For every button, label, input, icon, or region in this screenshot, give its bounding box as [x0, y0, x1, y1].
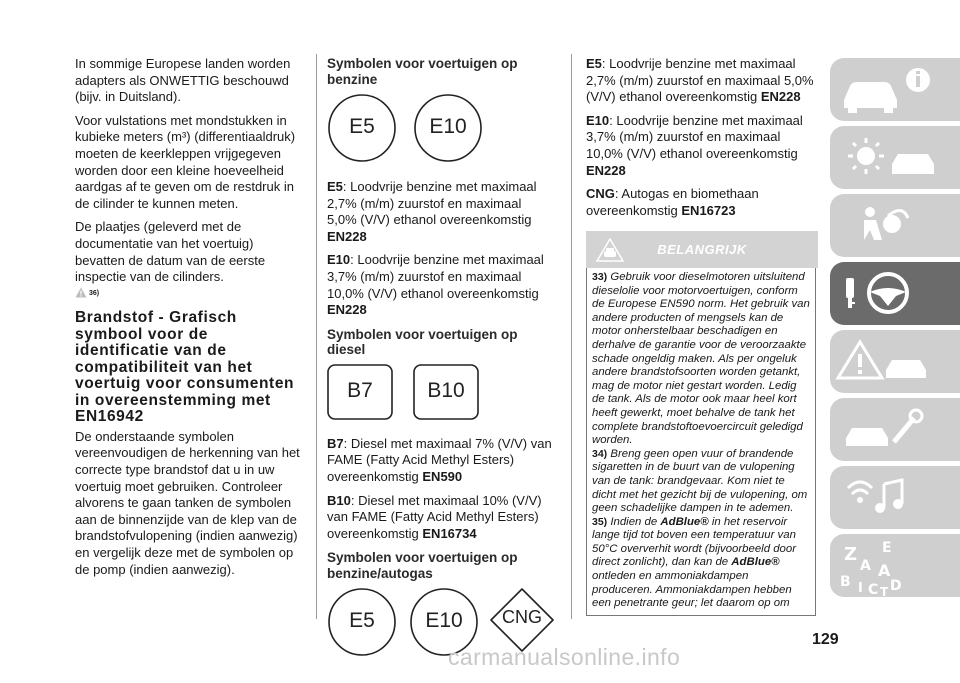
- heading-diesel-symbols: Symbolen voor voertuigen op diesel: [327, 326, 518, 358]
- column-3: [586, 56, 818, 226]
- e5-circle-symbol-autogas: E5: [327, 587, 397, 657]
- tab-car-info[interactable]: [830, 58, 960, 121]
- paragraph-vulstations: Voor vulstations met mondstukken in kubieke meters (m³) (differentiaaldruk) moeten de keerkleppen vrijgegeven worden door een kleine hoeveelheid aardgas af te geven om de restdruk in de cilinder te kunnen meten.: [75, 112, 296, 211]
- lights-icon: [830, 126, 960, 189]
- tab-airbag[interactable]: [830, 194, 960, 257]
- warning-note-35: 35) Indien de AdBlue® in het reservoir lange tijd tot boven een temperatuur van 50°C oververhit wordt (bijvoorbeeld door direct zonlicht), dan kan de AdBlue® ontleden en ammoniakdampen produceren. Ammoniakdampen hebben een penetrante geur; let daarom op om: [592, 515, 796, 610]
- svg-text:T: T: [880, 585, 889, 597]
- diesel-symbol-row: [327, 364, 553, 428]
- definition-e5: E5: Loodvrije benzine met maximaal 2,7% (m/m) zuurstof en maximaal 5,0% (V/V) ethanol overeenkomstig EN228: [327, 179, 537, 244]
- benzine-symbol-row: [327, 93, 553, 171]
- e10-circle-symbol-autogas: E10: [409, 587, 479, 657]
- e5-circle-symbol: E5: [327, 93, 397, 163]
- tab-wrench[interactable]: [830, 398, 960, 461]
- svg-text:A: A: [860, 558, 871, 574]
- definition-e10: E10: Loodvrije benzine met maximaal 3,7% (m/m) zuurstof en maximaal 10,0% (V/V) ethanol overeenkomstig EN228: [327, 252, 544, 318]
- svg-text:C: C: [868, 582, 879, 597]
- tab-lights[interactable]: [830, 126, 960, 189]
- cng-diamond-symbol: CNG: [489, 587, 555, 653]
- car-info-icon: [830, 58, 960, 121]
- svg-text:Z: Z: [844, 544, 858, 565]
- warning-note-34: 34) Breng geen open vuur of brandende sigaretten in de buurt van de vulopening van de tank: brandgevaar. Kom niet te dicht met het gezicht bij de vulopening, om geen schadelijke dampen in te ademen.: [592, 447, 808, 515]
- definition-e5-autogas: E5: Loodvrije benzine met maximaal 2,7% (m/m) zuurstof en maximaal 5,0% (V/V) ethanol overeenkomstig EN228: [586, 56, 814, 105]
- paragraph-symbols-intro: De onderstaande symbolen vereenvoudigen de herkenning van het correcte type brandstof dat u in uw voertuig moet gebruiken. Controleer alvorens te gaan tanken de symbolen aan de binnenzijde van de klep van de brandstofvulopening (indien aanwezig) en vergelijk deze met de symbolen op de pomp (indien aanwezig).: [75, 428, 300, 577]
- definition-b10: B10: Diesel met maximaal 10% (V/V) van FAME (Fatty Acid Methyl Esters) overeenkomstig EN16734: [327, 492, 542, 541]
- paragraph-plaatjes: [75, 219, 301, 302]
- definition-b7: B7: Diesel met maximaal 7% (V/V) van FAME (Fatty Acid Methyl Esters) overeenkomstig EN590: [327, 435, 552, 484]
- steering-wheel-key-icon: [830, 262, 960, 325]
- paragraph-plaatjes-text: De plaatjes (geleverd met de documentatie van het voertuig) bevatten de datum van de eerste inspectie van de cilinders.: [75, 219, 266, 285]
- definition-e10-autogas: E10: Loodvrije benzine met maximaal 3,7% (m/m) zuurstof en maximaal 10,0% (V/V) ethanol overeenkomstig EN228: [586, 112, 803, 178]
- heading-benzine-symbols: Symbolen voor voertuigen op benzine: [327, 56, 518, 87]
- e10-circle-symbol: E10: [413, 93, 483, 163]
- tab-index[interactable]: [830, 534, 960, 597]
- reference-36: 36): [89, 289, 100, 297]
- airbag-icon: [830, 194, 960, 257]
- svg-text:A: A: [878, 561, 891, 580]
- b10-square-symbol: B10: [413, 364, 479, 420]
- multimedia-icon: [830, 466, 960, 529]
- page-number: 129: [812, 631, 839, 648]
- warning-box: [586, 268, 816, 616]
- column-divider-2: [571, 54, 572, 619]
- svg-text:I: I: [858, 581, 863, 596]
- section-heading-fuel-symbol: Brandstof - Grafisch symbool voor de identificatie van de compatibiliteit van het voertuig voor consumenten in overeenstemming met EN16942: [75, 309, 295, 426]
- index-letters-icon: [830, 534, 960, 597]
- svg-text:D: D: [890, 578, 902, 594]
- warning-note-33: 33) Gebruik voor dieselmotoren uitsluitend dieselolie voor motorvoertuigen, conform de Europese EN590 norm. Het gebruik van andere producten of mengsels kan de motor onherstelbaar beschadigen en derhalve de garantie voor de veroorzaakte schade ongeldig maken. Als per ongeluk andere brandstofsoorten worden getankt, mag de motor niet gestart worden. Ledig de tank. Als de motor ook maar heel kort heeft gewerkt, moet behalve de tank het complete brandstoftoevoercircuit geledigd worden.: [592, 271, 810, 447]
- warning-triangle-icon: [830, 330, 960, 393]
- column-2: [327, 56, 553, 675]
- tab-warning[interactable]: [830, 330, 960, 393]
- b7-square-symbol: B7: [327, 364, 393, 420]
- svg-text:E: E: [882, 540, 892, 556]
- wrench-car-icon: [830, 398, 960, 461]
- warning-triangle-icon: [75, 286, 87, 303]
- definition-cng: CNG: Autogas en biomethaan overeenkomstig EN16723: [586, 186, 759, 218]
- tab-multimedia[interactable]: [830, 466, 960, 529]
- tab-steering-key[interactable]: [830, 262, 960, 325]
- warning-title: BELANGRIJK: [657, 242, 747, 257]
- column-divider-1: [316, 54, 317, 619]
- heading-autogas-symbols: Symbolen voor voertuigen op benzine/autogas: [327, 550, 518, 581]
- column-1: [75, 56, 301, 585]
- svg-text:B: B: [840, 574, 851, 590]
- paragraph-adapters: In sommige Europese landen worden adapters als ONWETTIG beschouwd (bijv. in Duitsland).: [75, 56, 291, 105]
- watermark: carmanualsonline.info: [448, 644, 681, 670]
- warning-box-header: [586, 231, 818, 268]
